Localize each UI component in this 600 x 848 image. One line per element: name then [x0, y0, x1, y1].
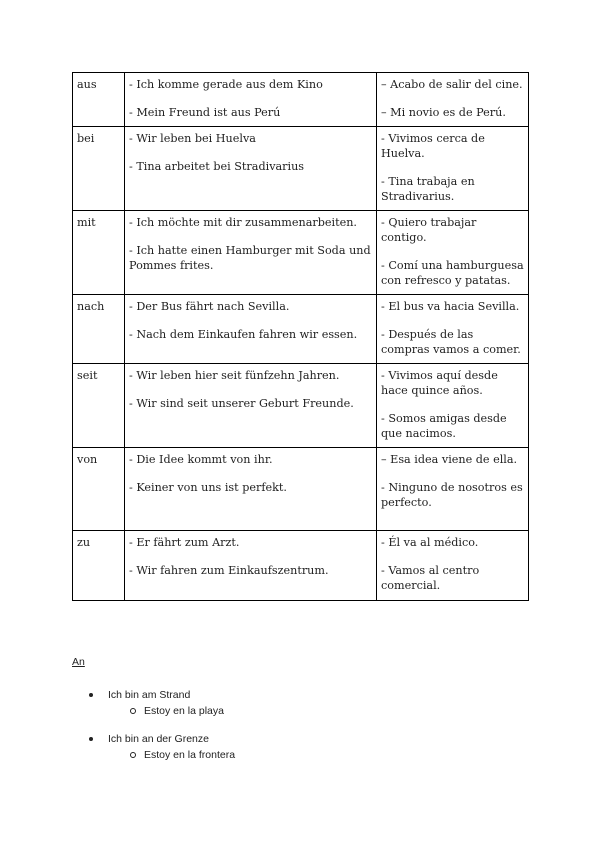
- preposition-cell: seit: [73, 364, 125, 448]
- preposition-cell: zu: [73, 531, 125, 601]
- spanish-example: Estoy en la frontera: [108, 748, 235, 762]
- spanish-sentence: - Ninguno de nosotros es perfecto.: [381, 481, 523, 509]
- section-title: An: [72, 656, 85, 668]
- spanish-sentence: - Vamos al centro comercial.: [381, 564, 480, 592]
- spanish-sentence: – Mi novio es de Perú.: [381, 106, 506, 119]
- spanish-translations-cell: [377, 127, 529, 211]
- german-sentence: - Keiner von uns ist perfekt.: [129, 481, 287, 494]
- german-examples-cell: [125, 295, 377, 364]
- spanish-translations-cell: [377, 73, 529, 127]
- spanish-translations-cell: [377, 531, 529, 601]
- table-row: [73, 531, 529, 601]
- german-sentence: - Der Bus fährt nach Sevilla.: [129, 300, 290, 313]
- spanish-sentence: - Vivimos aquí desde hace quince años.: [381, 369, 498, 397]
- table-row: [73, 448, 529, 531]
- list-item: [72, 732, 235, 762]
- spanish-translations-cell: [377, 211, 529, 295]
- german-example: Ich bin am Strand: [108, 689, 191, 701]
- spanish-example: Estoy en la playa: [108, 704, 235, 718]
- spanish-sentence: - Vivimos cerca de Huelva.: [381, 132, 485, 160]
- german-sentence: - Nach dem Einkaufen fahren wir essen.: [129, 328, 358, 341]
- spanish-sentence: - El bus va hacia Sevilla.: [381, 300, 520, 313]
- german-sentence: - Wir leben hier seit fünfzehn Jahren.: [129, 369, 340, 382]
- example-list: [72, 688, 235, 762]
- german-examples-cell: [125, 364, 377, 448]
- german-examples-cell: [125, 531, 377, 601]
- german-examples-cell: [125, 448, 377, 531]
- german-sentence: - Er fährt zum Arzt.: [129, 536, 240, 549]
- german-examples-cell: [125, 127, 377, 211]
- sub-list: [108, 704, 235, 718]
- german-sentence: - Wir leben bei Huelva: [129, 132, 256, 145]
- spanish-translations-cell: [377, 448, 529, 531]
- preposition-table: [72, 72, 529, 601]
- german-sentence: - Wir fahren zum Einkaufszentrum.: [129, 564, 329, 577]
- spanish-translations-cell: [377, 295, 529, 364]
- spanish-sentence: - Quiero trabajar contigo.: [381, 216, 477, 244]
- spanish-sentence: - Comí una hamburguesa con refresco y patatas.: [381, 259, 524, 287]
- table-row: [73, 73, 529, 127]
- list-item: [72, 688, 235, 718]
- table-row: [73, 364, 529, 448]
- spanish-sentence: - Somos amigas desde que nacimos.: [381, 412, 507, 440]
- german-examples-cell: [125, 73, 377, 127]
- table-row: [73, 211, 529, 295]
- german-examples-cell: [125, 211, 377, 295]
- preposition-cell: nach: [73, 295, 125, 364]
- preposition-cell: mit: [73, 211, 125, 295]
- german-sentence: - Die Idee kommt von ihr.: [129, 453, 273, 466]
- german-sentence: - Wir sind seit unserer Geburt Freunde.: [129, 397, 354, 410]
- spanish-translations-cell: [377, 364, 529, 448]
- preposition-cell: aus: [73, 73, 125, 127]
- preposition-cell: bei: [73, 127, 125, 211]
- an-section: [72, 656, 235, 776]
- preposition-cell: von: [73, 448, 125, 531]
- german-example: Ich bin an der Grenze: [108, 733, 209, 745]
- german-sentence: - Ich möchte mit dir zusammenarbeiten.: [129, 216, 357, 229]
- spanish-sentence: - Tina trabaja en Stradivarius.: [381, 175, 475, 203]
- german-sentence: - Ich komme gerade aus dem Kino: [129, 78, 323, 91]
- spanish-sentence: – Esa idea viene de ella.: [381, 453, 518, 466]
- german-sentence: - Ich hatte einen Hamburger mit Soda und Pommes frites.: [129, 244, 371, 272]
- table-row: [73, 295, 529, 364]
- sub-list: [108, 748, 235, 762]
- german-sentence: - Tina arbeitet bei Stradivarius: [129, 160, 305, 173]
- table-row: [73, 127, 529, 211]
- german-sentence: - Mein Freund ist aus Perú: [129, 106, 281, 119]
- spanish-sentence: – Acabo de salir del cine.: [381, 78, 523, 91]
- spanish-sentence: - Él va al médico.: [381, 536, 479, 549]
- spanish-sentence: - Después de las compras vamos a comer.: [381, 328, 521, 356]
